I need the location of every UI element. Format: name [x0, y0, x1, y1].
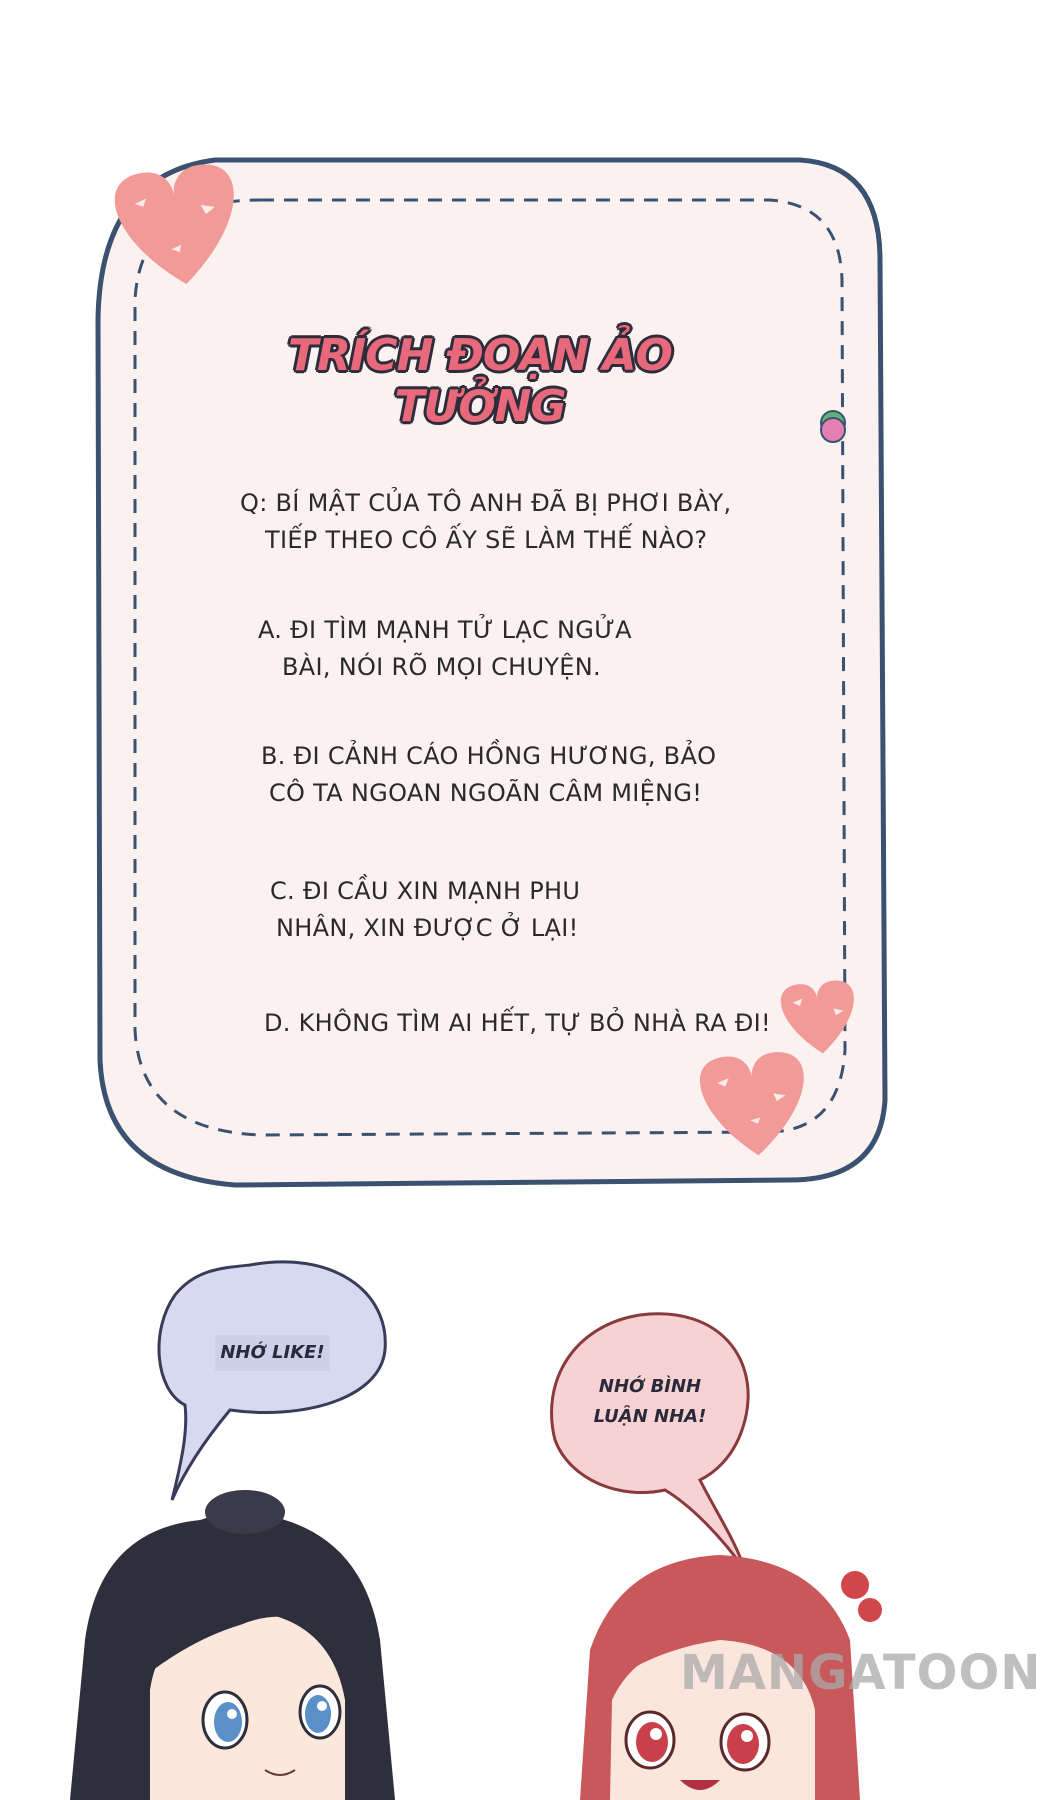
question-line-1: Q: BÍ MẬT CỦA TÔ ANH ĐÃ BỊ PHƠI BÀY,	[240, 489, 732, 517]
option-line-1: C. ĐI CẦU XIN MẠNH PHU	[270, 877, 581, 905]
right-speech-bubble	[552, 1314, 749, 1570]
right-bubble-text	[585, 1372, 715, 1432]
question-line-2: TIẾP THEO CÔ ẤY SẼ LÀM THẾ NÀO?	[265, 526, 708, 554]
right-bubble-line-1: NHỚ BÌNH	[598, 1376, 702, 1397]
option-d	[264, 1005, 771, 1042]
option-c	[270, 873, 580, 947]
dark-haired-character	[70, 1490, 395, 1800]
left-speech-bubble	[159, 1262, 385, 1500]
watermark: MANGATOON	[680, 1645, 1041, 1701]
card-title: TRÍCH ĐOẠN ẢO TƯỞNG	[288, 330, 672, 432]
option-line-2: CÔ TA NGOAN NGOÃN CÂM MIỆNG!	[269, 779, 703, 807]
option-line-1: B. ĐI CẢNH CÁO HỒNG HƯƠNG, BẢO	[261, 742, 717, 770]
option-a	[258, 612, 632, 686]
option-b	[261, 738, 716, 812]
left-bubble-text: NHỚ LIKE!	[220, 1342, 325, 1363]
option-line-1: A. ĐI TÌM MẠNH TỬ LẠC NGỬA	[258, 616, 632, 644]
option-line-1: D. KHÔNG TÌM AI HẾT, TỰ BỎ NHÀ RA ĐI!	[264, 1009, 771, 1037]
right-bubble-line-2: LUẬN NHA!	[593, 1406, 707, 1427]
option-line-2: BÀI, NÓI RÕ MỌI CHUYỆN.	[282, 653, 601, 681]
option-line-2: NHÂN, XIN ĐƯỢC Ở LẠI!	[276, 914, 579, 942]
pin-icon	[821, 411, 845, 442]
question	[240, 485, 731, 559]
